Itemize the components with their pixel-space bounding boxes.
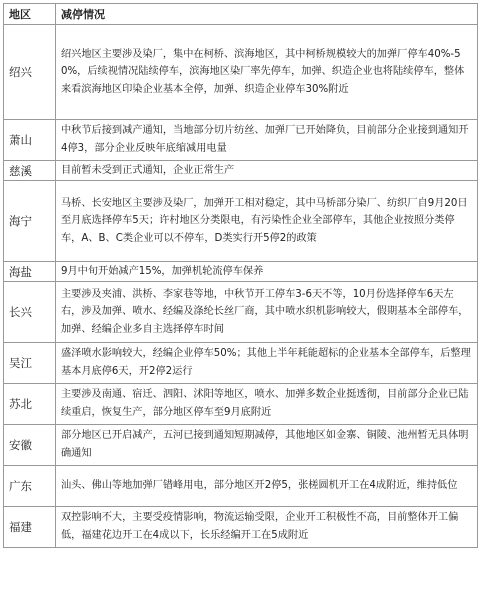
region-cell: 慈溪 bbox=[4, 161, 56, 181]
table-row bbox=[4, 425, 478, 466]
table-row bbox=[4, 25, 478, 120]
production-cut-table bbox=[3, 3, 478, 548]
region-cell: 福建 bbox=[4, 507, 56, 548]
situation-cell: 绍兴地区主要涉及染厂，集中在柯桥、滨海地区，其中柯桥规模较大的加弹厂停车40%-50%，后续视情况陆续停车，滨海地区染厂率先停车，加弹、织造企业也将陆续停车，整体来看滨海地区印染企业基本全停，加弹、织造企业停车30%附近 bbox=[56, 25, 478, 120]
region-cell: 吴江 bbox=[4, 343, 56, 384]
situation-cell: 中秋节后接到减产通知，当地部分切片纺丝、加弹厂已开始降负，目前部分企业接到通知开4停3，部分企业反映年底缩减用电量 bbox=[56, 120, 478, 161]
table-row bbox=[4, 343, 478, 384]
situation-cell: 目前暂未受到正式通知，企业正常生产 bbox=[56, 161, 478, 181]
region-cell: 安徽 bbox=[4, 425, 56, 466]
situation-cell: 盛泽喷水影响较大，经编企业停车50%；其他上半年耗能超标的企业基本全部停车，后整理基本月底停6天，开2停2运行 bbox=[56, 343, 478, 384]
table-row bbox=[4, 161, 478, 181]
region-cell: 苏北 bbox=[4, 384, 56, 425]
header-row bbox=[4, 4, 478, 25]
table-row bbox=[4, 282, 478, 343]
table-row bbox=[4, 384, 478, 425]
region-cell: 长兴 bbox=[4, 282, 56, 343]
table-row bbox=[4, 466, 478, 507]
header-region: 地区 bbox=[4, 4, 56, 25]
situation-cell: 9月中旬开始减产15%，加弹机轮流停车保养 bbox=[56, 262, 478, 282]
region-cell: 绍兴 bbox=[4, 25, 56, 120]
table-row bbox=[4, 120, 478, 161]
header-situation: 减停情况 bbox=[56, 4, 478, 25]
table-row bbox=[4, 181, 478, 262]
situation-cell: 主要涉及夹浦、洪桥、李家巷等地，中秋节开工停车3-6天不等，10月份选择停车6天左右，涉及加弹、喷水、经编及涤纶长丝厂商，其中喷水织机影响较大，假期基本全部停车，加弹、经编企业多自主选择停车时间 bbox=[56, 282, 478, 343]
region-cell: 萧山 bbox=[4, 120, 56, 161]
situation-cell: 汕头、佛山等地加弹厂错峰用电，部分地区开2停5，张槎圆机开工在4成附近，维持低位 bbox=[56, 466, 478, 507]
region-cell: 海宁 bbox=[4, 181, 56, 262]
region-cell: 海盐 bbox=[4, 262, 56, 282]
table-row bbox=[4, 262, 478, 282]
situation-cell: 马桥、长安地区主要涉及染厂，加弹开工相对稳定，其中马桥部分染厂、纺织厂自9月20日至月底选择停车5天；许村地区分类限电，有污染性企业全部停车，其他企业按照分类停车，A、B、C类企业可以不停车，D类实行开5停2的政策 bbox=[56, 181, 478, 262]
region-cell: 广东 bbox=[4, 466, 56, 507]
situation-cell: 主要涉及南通、宿迁、泗阳、沭阳等地区，喷水、加弹多数企业挺透彻，目前部分企业已陆续重启，恢复生产，部分地区停车至9月底附近 bbox=[56, 384, 478, 425]
situation-cell: 双控影响不大，主要受疫情影响，物流运输受限，企业开工积极性不高，目前整体开工偏低，福建花边开工在4成以下，长乐经编开工在5成附近 bbox=[56, 507, 478, 548]
table-row bbox=[4, 507, 478, 548]
situation-cell: 部分地区已开启减产，五河已接到通知短期减停，其他地区如金寨、铜陵、池州暂无具体明确通知 bbox=[56, 425, 478, 466]
